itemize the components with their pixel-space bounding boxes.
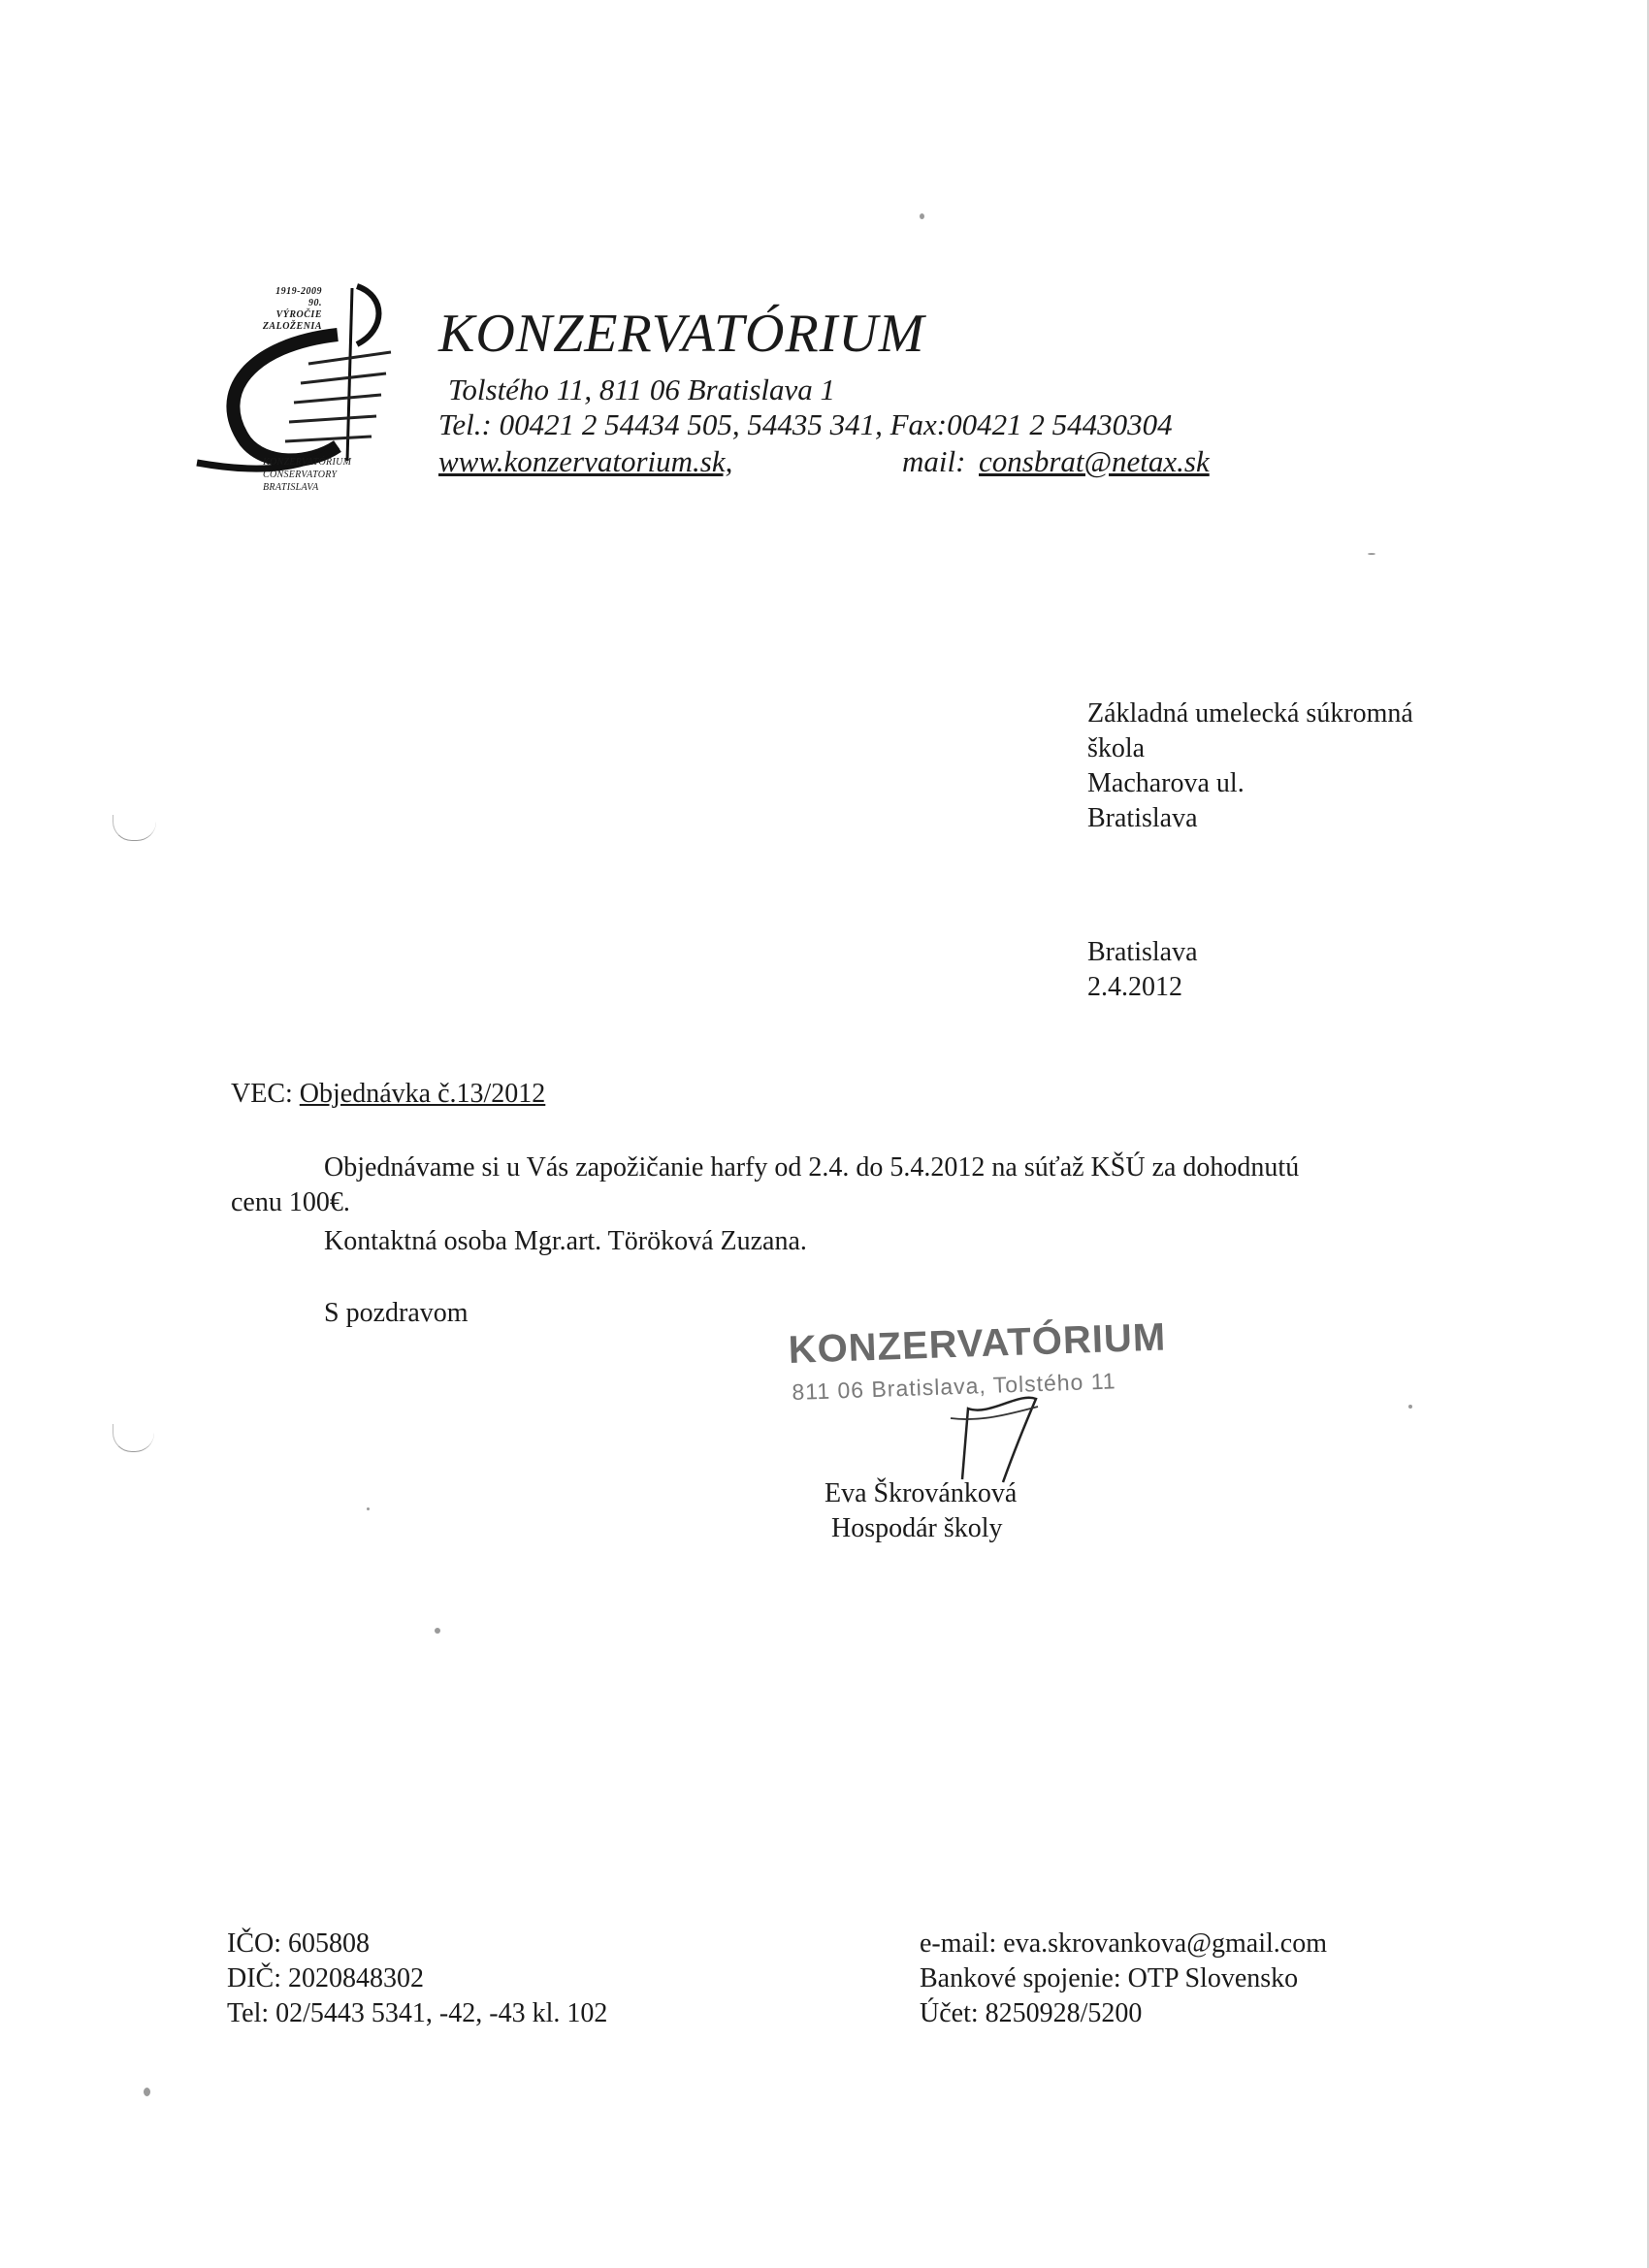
scan-speck	[144, 2088, 150, 2096]
footer-contact-bank	[920, 1927, 1327, 2031]
conservatory-logo	[192, 276, 405, 509]
greeting: S pozdravom	[324, 1298, 469, 1328]
organization-address: Tolstého 11, 811 06 Bratislava 1	[448, 373, 836, 406]
date: 2.4.2012	[1087, 972, 1182, 1002]
recipient-line: Bratislava	[1087, 803, 1198, 833]
recipient-address	[1087, 697, 1495, 836]
footer-bank: Bankové spojenie: OTP Slovensko	[920, 1963, 1299, 1993]
stamp-address: 811 06 Bratislava, Tolstého 11	[792, 1368, 1117, 1405]
scan-speck	[920, 213, 924, 219]
signer-role: Hospodár školy	[831, 1513, 1003, 1543]
scan-speck	[435, 1628, 440, 1634]
recipient-line: Základná umelecká súkromná	[1087, 698, 1413, 729]
punch-hole-mark	[113, 1424, 154, 1452]
organization-mail-link[interactable]: consbrat@netax.sk	[979, 444, 1210, 478]
subject-line	[231, 1077, 545, 1112]
body-paragraph-1-continued: cenu 100€.	[231, 1187, 350, 1217]
organization-website-link[interactable]: www.konzervatorium.sk,	[438, 444, 733, 478]
signer-name: Eva Škrovánková	[824, 1478, 1018, 1508]
footer-company-ids	[227, 1927, 607, 2031]
footer-ico: IČO: 605808	[227, 1928, 370, 1959]
body-paragraph-2: Kontaktná osoba Mgr.art. Töröková Zuzana.	[324, 1226, 807, 1256]
footer-phone: Tel: 02/5443 5341, -42, -43 kl. 102	[227, 1998, 608, 2028]
body-paragraph-1: Objednávame si u Vás zapožičanie harfy od 2.4. do 5.4.2012 na súťaž KŠÚ za dohodnutú	[324, 1152, 1300, 1183]
footer-email: e-mail: eva.skrovankova@gmail.com	[920, 1928, 1327, 1959]
logo-text-line: CONSERVATORY	[263, 470, 338, 480]
punch-hole-mark	[113, 815, 156, 841]
place-date	[1087, 935, 1198, 1005]
scan-speck	[1408, 1405, 1412, 1409]
logo-text-line: 90. VÝROČIE	[275, 298, 322, 320]
recipient-line: Macharova ul.	[1087, 768, 1245, 798]
stamp-title: KONZERVATÓRIUM	[788, 1315, 1167, 1372]
scan-speck	[367, 1507, 370, 1510]
place: Bratislava	[1087, 937, 1198, 967]
subject-label: VEC:	[231, 1079, 293, 1109]
organization-mail-label: mail:	[902, 444, 966, 478]
organization-title: KONZERVATÓRIUM	[438, 304, 925, 364]
organization-phones: Tel.: 00421 2 54434 505, 54435 341, Fax:00421 2 54430304	[438, 407, 1173, 441]
footer-account: Účet: 8250928/5200	[920, 1998, 1143, 2028]
logo-anniversary-text	[260, 286, 322, 333]
scan-speck	[1368, 553, 1375, 555]
logo-text-line: BRATISLAVA	[263, 482, 319, 493]
logo-name-text	[263, 456, 351, 494]
recipient-line: škola	[1087, 733, 1146, 763]
logo-text-line: KONZERVATÓRIUM	[263, 457, 352, 468]
logo-text-line: ZALOŽENIA	[262, 321, 322, 332]
footer-dic: DIČ: 2020848302	[227, 1963, 424, 1993]
subject-value: Objednávka č.13/2012	[299, 1079, 546, 1109]
logo-text-line: 1919-2009	[275, 286, 322, 297]
